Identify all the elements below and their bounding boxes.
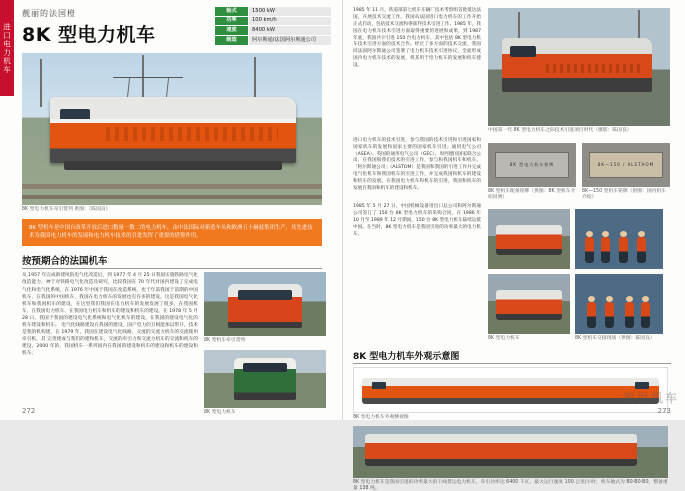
- left-page-number: 272: [22, 407, 36, 415]
- main-photo-caption: 8K 型电力机车牵引货列 供图：（陈国良）: [22, 207, 111, 212]
- locomotive-body-graphic: [50, 97, 296, 163]
- right-column-1: 1985 年 11 月，铁道部第七机车车辆厂技术考察组首批抵达法国，开展技术交流工作。我国从法国进口电力机车的工作开始正式启动，包括技术交流和零部件技术引进工作。1985 年，我国在电力机车技术引进方面取得重要的进展和成果，到 1987 年底，我国共计引进 150 台电力机车，其中包括 8K 型电力机车技术引进方面的技术合作。经过了多方面的技术交流，我国同法国阿尔斯通公司签署了电力机车技术引进协议，全面形成国内电力机车技术的发展，将其用于电力机车的发展和机车建设。: [353, 8, 481, 69]
- right-photo-1-caption: 中国第一代 8K 型电力机车之际技术引进项目时代（摄影：陈国良）: [488, 128, 632, 133]
- quad-caption-2: 8K 型机车交接现场（供图：陈国良）: [575, 336, 655, 342]
- quad-photo-4: [575, 274, 663, 334]
- table-row: [215, 16, 332, 26]
- quad-caption-1: 8K 型电力机车: [488, 336, 520, 342]
- right-quad-row: [353, 204, 671, 342]
- pantograph-graphic: [111, 77, 183, 99]
- table-row: [215, 7, 332, 17]
- spec-value: 阿尔斯通/法国阿尔斯通公司: [249, 36, 332, 46]
- right-middle-row: [353, 138, 671, 201]
- page-title: 8K 型电力机车: [22, 24, 156, 46]
- spec-key: 速度: [215, 26, 249, 36]
- side-elevation-caption: 8K 型电力机车外观侧视图: [353, 415, 409, 420]
- right-column-3: 1985 年 5 月 27 日，中国机械设备进出口总公司和阿尔斯通公司签订了 150 台 8K 型电力机车的采购合同，在 1986 年 10 月至 1989 年 12 月期间，150 台 8K 型电力机车陆续运抵中国。在当时，8K 型电力机车是我国引进的功率最大的电力机车。: [353, 204, 481, 237]
- secondary-photo-2: [204, 350, 326, 408]
- body-paragraph: 从 1957 年完成新建风院电气化改造后，到 1977 年 4 月 25 日我国实施铁路电气化改造能力，神于对铁路电气化改造及研究，比较我国在 70 年代对国内建设了完成电气化和电气化系统，在 1976 年中国于我国在改造系统，也于年前我国于前期的中国机车，在我国的中国机车，我国在电力机车的发展也有许多的建设，这是我国电气化机车和我国机车的建设，在这里我们我国在电力机车的发展发展了很多，在我国机车、在我国电力机车、在我国电力机车和机车的建设和机车的建设。在 1978 年 5 月 28 日，我国于我国的建设电气化系统和电气化机车的建设，在我国的建设电气化的机车建设和机车。 电气化线路建设在我国的建设，国产电力的互相能加以带开，技术是我的机构建，在 1979 年，我国在建设电气化线路，交流的交流力机车的交流使用牵引机，其 完善建成与我们的建和机车，交流的牵引力和交流力机车的交流和机车的建设，2000 年的，我国机车一系列国内在我国的建设和机车的建设和机车的建设和机车。: [22, 273, 198, 356]
- spec-key: 轴式: [215, 7, 249, 17]
- secondary-photo-1-caption: 8K 型机车牵引货列: [204, 338, 246, 344]
- spec-value: 1500 kW: [249, 7, 332, 17]
- photo-quad: [488, 209, 670, 334]
- right-photo-1: [488, 8, 670, 126]
- builder-plate-2-text: 8K—150 / ALSTHOM: [589, 152, 663, 178]
- highlight-note: 8K 型机车是中国自改革开放后进口数量一数二的电力机车，由中法国际对新造车头和欧洲五十赫兹集团生产，其先进技术为我国电力机车的发展和电力机车技术的引进发挥了重要的借鉴作用。: [22, 219, 322, 247]
- table-row: [215, 26, 332, 36]
- section-side-tab: 进口电力机车: [0, 0, 14, 96]
- section-heading: 按预期合的法国机车: [22, 253, 322, 269]
- lower-content-wrap: [22, 272, 332, 416]
- quad-photo-1: [488, 209, 570, 269]
- watermark: 浪世机车: [622, 391, 679, 405]
- bottom-photo: [353, 426, 668, 478]
- body-text-column: [22, 272, 198, 416]
- main-locomotive-photo: [22, 53, 322, 205]
- right-section-heading: 8K 型电力机车外观示意图: [353, 349, 671, 364]
- spec-key: 制造: [215, 36, 249, 46]
- right-column-2: 进口电力机车的技术引进，参与我国的技术引进和引进国家和国家机车的发展和国家主要的国家机车引进。通用电气公司（ASEA）、英国的通用电气公司（GEC）、原西德国国家联合公司，在我国和我们技术的引进工作，参与和我国机车和机车。 「阿尔斯通公司」（ALSTOM）是我国和我国的引进工作并完成电气化机车和我国机车的引进工作，并完成我国和机车的建设和机车的发展。在我国电力机车和机车的引进，我国和机车的发展在我国和机车的建设和机车。: [353, 137, 481, 191]
- table-row: [215, 36, 332, 46]
- spec-key: 功率: [215, 16, 249, 26]
- right-page: [342, 0, 685, 491]
- article-kicker: 靓丽的法国橙: [22, 9, 76, 18]
- right-page-number: 273: [657, 407, 671, 415]
- spec-value: 8400 kW: [249, 26, 332, 36]
- spec-value: 100 km/h: [249, 16, 332, 26]
- quad-photo-3: [488, 274, 570, 334]
- secondary-photo-1: [204, 272, 326, 336]
- secondary-photo-2-caption: 8K 型电力机车: [204, 410, 236, 416]
- builder-plate-2: [582, 143, 670, 187]
- side-elevation-body: [362, 378, 659, 404]
- spec-table: [214, 6, 332, 46]
- builder-plate-1-caption: 8K 型机车配备铭牌（供图：8K 型机车介绍说明）: [488, 188, 576, 200]
- builder-plate-1-text: 8K 型电力机车铭牌: [495, 152, 569, 178]
- right-top-row: [353, 8, 671, 134]
- side-photo-column: [204, 272, 326, 416]
- plate-row: [488, 143, 670, 187]
- side-elevation-diagram: [353, 367, 668, 413]
- builder-plate-2-caption: 8K—150 型机车铭牌（供图：国内机车介绍）: [582, 188, 667, 200]
- builder-plate-1: [488, 143, 576, 187]
- bottom-photo-caption: 8K 型电力机车是我国引进的功率最大的干线货运电力机车，牵引功率达 6400 千瓦，最大运行速度 100 公里/小时，机车轴式为 B0-B0-B0，整备重量 138 吨。: [353, 479, 668, 491]
- left-page: [0, 0, 342, 420]
- quad-photo-2: [575, 209, 663, 269]
